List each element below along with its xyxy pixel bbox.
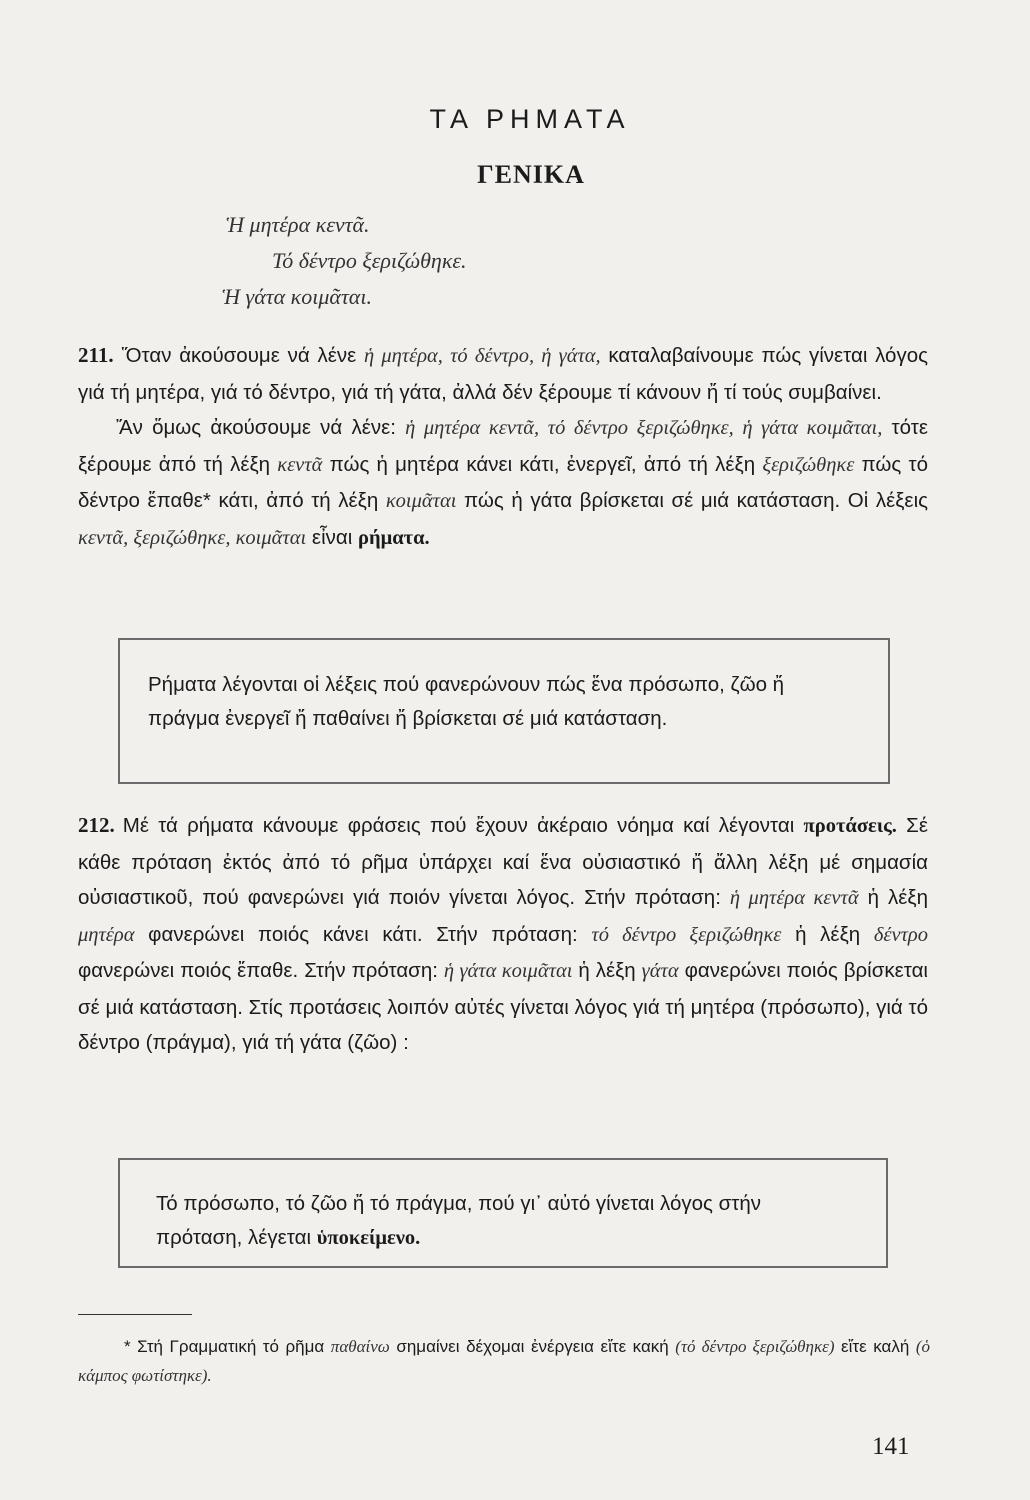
example-sentence: Ἡ μητέρα κεντᾶ.: [226, 212, 370, 237]
section-subtitle: ΓΕΝΙΚΑ: [477, 160, 585, 189]
definition-box-subject: Τό πρόσωπο, τό ζῶο ἤ τό πράγμα, πού γι᾽ αὐτό γίνεται λόγος στήν πρόταση, λέγεται ὑποκείμενο.: [118, 1158, 888, 1268]
footnote: * Στή Γραμματική τό ρῆμα παθαίνω σημαίνει δέχομαι ἐνέργεια εἴτε κακή (τό δέντρο ξεριζώθηκε) εἴτε καλή (ὁ κάμπος φωτίστηκε).: [78, 1337, 930, 1385]
section-211: [78, 338, 928, 556]
paragraph: 211. Ὅταν ἀκούσουμε νά λένε ἡ μητέρα, τό δέντρο, ἡ γάτα, καταλαβαίνουμε πώς γίνεται λόγος γιά τή μητέρα, γιά τό δέντρο, γιά τή γάτα, ἀλλά δέν ξέρουμε τί κάνουν ἤ τί τούς συμβαίνει.: [78, 343, 928, 404]
paragraph: 212. Μέ τά ρήματα κάνουμε φράσεις πού ἔχουν ἀκέραιο νόημα καί λέγονται προτάσεις. Σέ κάθε πρόταση ἐκτός ἀπό τό ρῆμα ὑπάρχει καί ἕνα οὐσιαστικό ἤ ἄλλη λέξη μέ σημασία οὐσιαστικοῦ, πού φανερώνει γιά ποιόν γίνεται λόγος. Στήν πρόταση: ἡ μητέρα κεντᾶ ἡ λέξη μητέρα φανερώνει ποιός κάνει κάτι. Στήν πρόταση: τό δέντρο ξεριζώθηκε ἡ λέξη δέντρο φανερώνει ποιός ἔπαθε. Στήν πρόταση: ἡ γάτα κοιμᾶται ἡ λέξη γάτα φανερώνει ποιός βρίσκεται σέ μιά κατάσταση. Στίς προτάσεις λοιπόν αὐτές γίνεται λόγος γιά τή μητέρα (πρόσωπο), γιά τό δέντρο (πράγμα), γιά τή γάτα (ζῶο) :: [78, 813, 928, 1054]
definition-box-verbs: Ρήματα λέγονται οἱ λέξεις πού φανερώνουν πώς ἕνα πρόσωπο, ζῶο ἤ πράγμα ἐνεργεῖ ἤ παθαίνει ἤ βρίσκεται σέ μιά κατάσταση.: [118, 638, 890, 784]
chapter-title: ΤΑ ΡΗΜΑΤΑ: [429, 104, 631, 134]
example-sentence: Ἡ γάτα κοιμᾶται.: [222, 284, 372, 309]
section-number: 212.: [78, 813, 115, 837]
section-number: 211.: [78, 343, 114, 367]
footnote-divider: [78, 1314, 192, 1315]
page-number: 141: [872, 1433, 910, 1460]
paragraph: Ἄν ὅμως ἀκούσουμε νά λένε: ἡ μητέρα κεντᾶ, τό δέντρο ξεριζώθηκε, ἡ γάτα κοιμᾶται, τότε ξέρουμε ἀπό τή λέξη κεντᾶ πώς ἡ μητέρα κάνει κάτι, ἐνεργεῖ, ἀπό τή λέξη ξεριζώθηκε πώς τό δέντρο ἔπαθε* κάτι, ἀπό τή λέξη κοιμᾶται πώς ἡ γάτα βρίσκεται σέ μιά κατάσταση. Οἱ λέξεις κεντᾶ, ξεριζώθηκε, κοιμᾶται εἶναι ρήματα.: [78, 416, 928, 549]
example-sentence: Τό δέντρο ξεριζώθηκε.: [272, 248, 467, 273]
section-212: [78, 808, 928, 1061]
